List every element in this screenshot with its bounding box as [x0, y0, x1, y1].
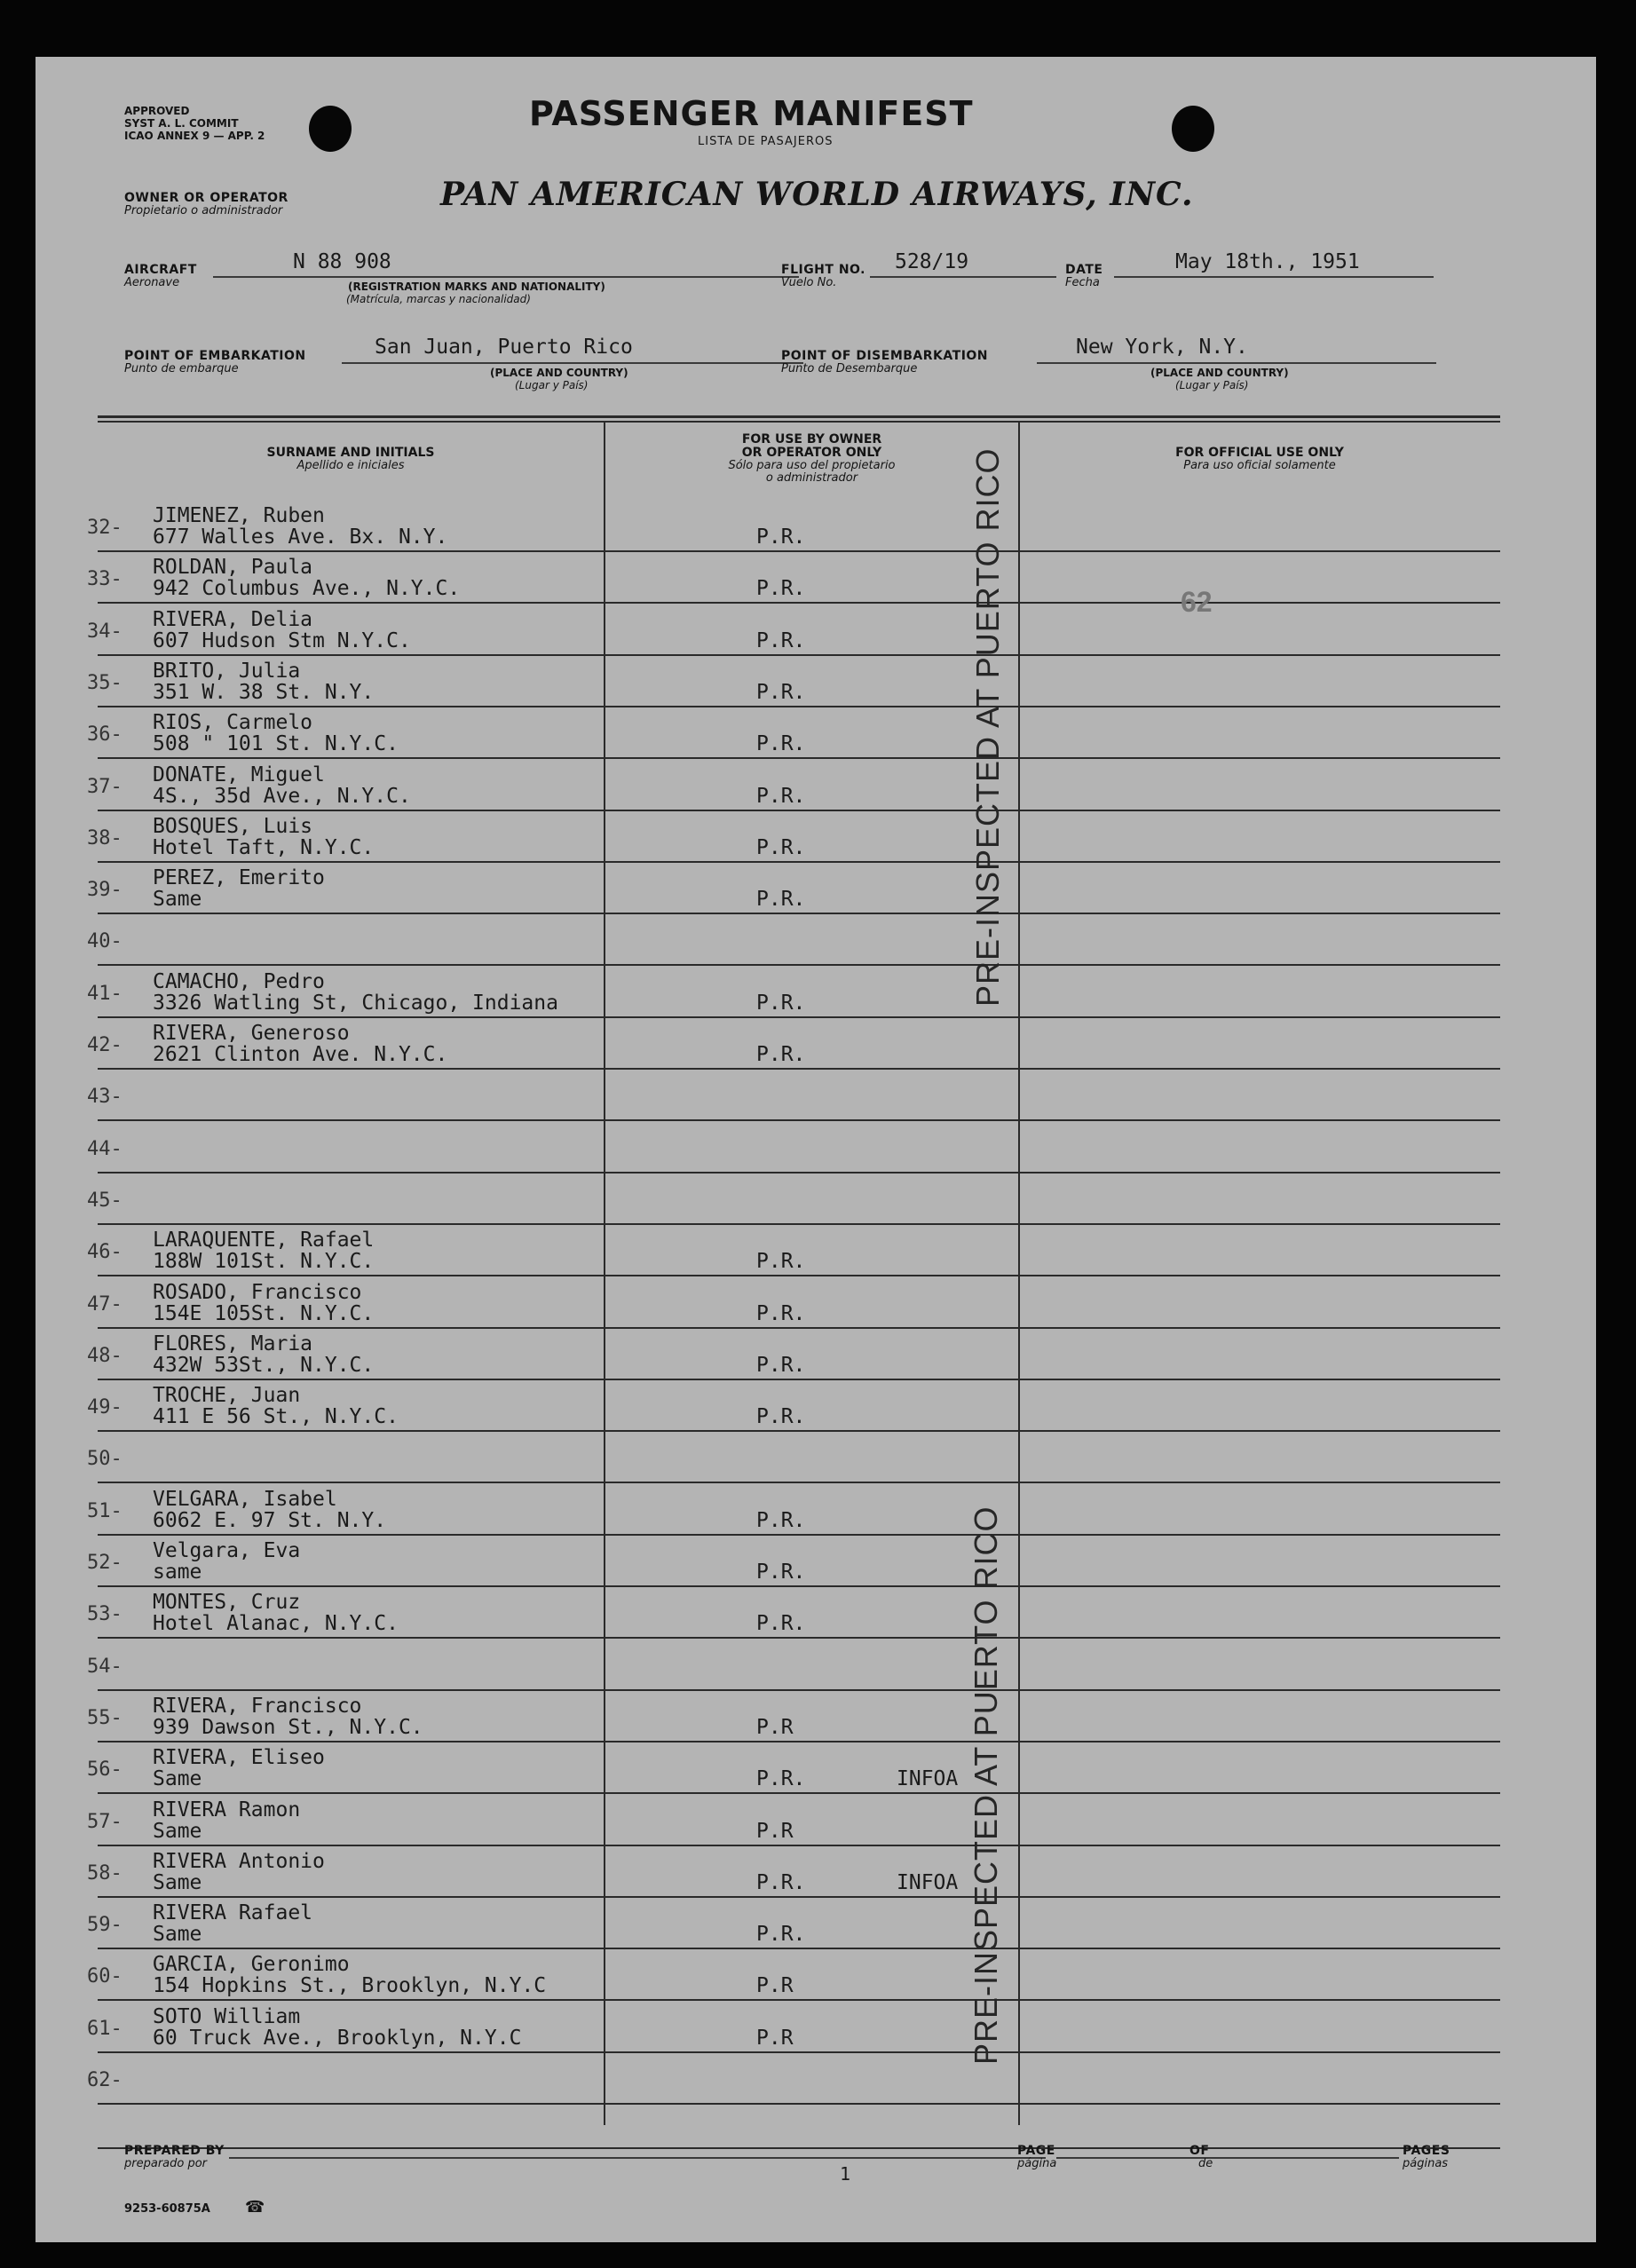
infoa-note: INFOA: [897, 1767, 959, 1790]
origin-mark: P.R: [756, 1716, 794, 1739]
passenger-name: ROSADO, Francisco: [153, 1281, 362, 1304]
passenger-name: BOSQUES, Luis: [153, 815, 313, 838]
row-number: 57-: [87, 1811, 123, 1833]
row-rule: [98, 602, 1500, 604]
row-rule: [98, 1534, 1500, 1536]
passenger-name: RIVERA Rafael: [153, 1901, 313, 1924]
disembarkation-value: New York, N.Y.: [1076, 336, 1248, 359]
row-rule: [98, 1327, 1500, 1329]
aircraft-note-es: (Matrícula, marcas y nacionalidad): [346, 293, 531, 305]
embarkation-note-es: (Lugar y País): [515, 379, 589, 391]
row-rule: [98, 706, 1500, 707]
row-number: 34-: [87, 620, 123, 643]
row-number: 51-: [87, 1500, 123, 1522]
passenger-address: Hotel Taft, N.Y.C.: [153, 836, 375, 859]
row-rule: [98, 654, 1500, 656]
flight-label: FLIGHT NO.: [781, 263, 865, 277]
row-rule: [98, 1119, 1500, 1121]
row-number: 60-: [87, 1965, 123, 1987]
approval-line-2: SYST A. L. COMMIT: [124, 117, 239, 130]
prepared-by-label-es: preparado por: [124, 2157, 208, 2170]
date-label: DATE: [1065, 263, 1103, 277]
origin-mark: P.R.: [756, 1043, 806, 1066]
passenger-name: LARAQUENTE, Rafael: [153, 1229, 375, 1252]
origin-mark: P.R.: [756, 1767, 806, 1790]
date-value: May 18th., 1951: [1175, 250, 1360, 273]
owner-label: OWNER OR OPERATOR: [124, 191, 288, 205]
row-rule: [98, 861, 1500, 863]
row-rule: [98, 1430, 1500, 1432]
official-mark: 62: [1181, 586, 1213, 618]
table-top-rule: [98, 415, 1500, 418]
row-rule: [98, 2103, 1500, 2105]
passenger-address: 3326 Watling St, Chicago, Indiana: [153, 992, 558, 1015]
of-label: OF: [1189, 2144, 1210, 2158]
row-rule: [98, 1482, 1500, 1483]
row-number: 39-: [87, 879, 123, 901]
aircraft-value: N 88 908: [293, 250, 391, 273]
origin-mark: P.R.: [756, 1405, 806, 1428]
page-subtitle: LISTA DE PASAJEROS: [698, 135, 834, 148]
embarkation-label: POINT OF EMBARKATION: [124, 349, 306, 363]
form-number: 9253-60875A: [124, 2202, 210, 2216]
prepared-by-underline: [229, 2157, 1046, 2159]
passenger-address: 351 W. 38 St. N.Y.: [153, 681, 375, 704]
passenger-address: Same: [153, 1767, 202, 1790]
passenger-address: 2621 Clinton Ave. N.Y.C.: [153, 1043, 448, 1066]
row-number: 50-: [87, 1448, 123, 1470]
row-rule: [98, 1689, 1500, 1691]
passenger-address: 942 Columbus Ave., N.Y.C.: [153, 577, 461, 600]
passenger-name: FLORES, Maria: [153, 1332, 313, 1355]
passenger-address: 154E 105St. N.Y.C.: [153, 1302, 375, 1325]
row-number: 62-: [87, 2069, 123, 2091]
col-surname-heading-es: Apellido e iniciales: [296, 459, 405, 472]
origin-mark: P.R: [756, 1974, 794, 1997]
row-number: 53-: [87, 1603, 123, 1625]
row-rule: [98, 1792, 1500, 1794]
punch-hole-right: [1172, 106, 1214, 152]
owner-label-es: Propietario o administrador: [124, 204, 283, 217]
row-number: 45-: [87, 1189, 123, 1212]
col-official-heading-es: Para uso oficial solamente: [1183, 459, 1336, 472]
row-rule: [98, 757, 1500, 759]
passenger-address: Same: [153, 1871, 202, 1894]
passenger-address: 411 E 56 St., N.Y.C.: [153, 1405, 399, 1428]
row-number: 42-: [87, 1034, 123, 1056]
date-label-es: Fecha: [1065, 276, 1100, 289]
row-number: 43-: [87, 1086, 123, 1108]
origin-mark: P.R.: [756, 1561, 806, 1584]
row-rule: [98, 1275, 1500, 1276]
origin-mark: P.R.: [756, 1509, 806, 1532]
row-number: 49-: [87, 1396, 123, 1418]
origin-mark: P.R.: [756, 1612, 806, 1635]
approval-line-1: APPROVED: [124, 105, 190, 117]
row-rule: [98, 913, 1500, 914]
embarkation-label-es: Punto de embarque: [124, 362, 239, 375]
row-rule: [98, 1068, 1500, 1070]
passenger-name: RIVERA, Generoso: [153, 1022, 350, 1045]
origin-mark: P.R.: [756, 526, 806, 549]
row-rule: [98, 2051, 1500, 2053]
origin-mark: P.R.: [756, 1250, 806, 1273]
embarkation-note: (PLACE AND COUNTRY): [490, 367, 628, 379]
aircraft-note: (REGISTRATION MARKS AND NATIONALITY): [348, 281, 605, 293]
origin-mark: P.R.: [756, 992, 806, 1015]
punch-hole-left: [309, 106, 352, 152]
row-number: 38-: [87, 827, 123, 850]
row-rule: [98, 1016, 1500, 1018]
origin-mark: P.R.: [756, 629, 806, 652]
passenger-name: TROCHE, Juan: [153, 1384, 301, 1407]
row-rule: [98, 550, 1500, 552]
row-number: 47-: [87, 1293, 123, 1316]
aircraft-label: AIRCRAFT: [124, 263, 197, 277]
passenger-address: 4S., 35d Ave., N.Y.C.: [153, 785, 411, 808]
of-underline: [1213, 2157, 1399, 2159]
passenger-name: RIVERA Antonio: [153, 1850, 325, 1873]
row-number: 32-: [87, 517, 123, 539]
passenger-name: Velgara, Eva: [153, 1539, 301, 1562]
row-number: 52-: [87, 1552, 123, 1574]
passenger-address: 432W 53St., N.Y.C.: [153, 1354, 375, 1377]
disembarkation-note-es: (Lugar y País): [1175, 379, 1249, 391]
row-number: 35-: [87, 672, 123, 694]
origin-mark: P.R.: [756, 1871, 806, 1894]
passenger-address: Same: [153, 1923, 202, 1946]
aircraft-underline: [213, 276, 799, 278]
disembarkation-label-es: Punto de Desembarque: [781, 362, 918, 375]
page-label-es: página: [1017, 2157, 1057, 2170]
col-surname-heading: SURNAME AND INITIALS: [266, 446, 435, 460]
origin-mark: P.R.: [756, 681, 806, 704]
aircraft-label-es: Aeronave: [124, 276, 180, 289]
origin-mark: P.R.: [756, 732, 806, 755]
of-label-es: de: [1198, 2157, 1213, 2170]
passenger-name: RIVERA, Eliseo: [153, 1746, 325, 1769]
pre-inspected-stamp-upper: PRE-INSPECTED AT PUERTO RICO: [969, 447, 1006, 1007]
approval-line-3: ICAO ANNEX 9 — APP. 2: [124, 130, 265, 142]
embarkation-value: San Juan, Puerto Rico: [375, 336, 633, 359]
origin-mark: P.R.: [756, 1354, 806, 1377]
row-rule: [98, 1741, 1500, 1742]
passenger-address: 508 " 101 St. N.Y.C.: [153, 732, 399, 755]
passenger-name: CAMACHO, Pedro: [153, 970, 325, 993]
handset-icon: ☎: [245, 2198, 265, 2217]
passenger-address: 6062 E. 97 St. N.Y.: [153, 1509, 387, 1532]
row-rule: [98, 1948, 1500, 1949]
col-owner-heading-es-2: o administrador: [765, 471, 858, 485]
disembarkation-underline: [1037, 362, 1436, 364]
passenger-name: PEREZ, Emerito: [153, 866, 325, 889]
passenger-name: RIVERA, Delia: [153, 608, 313, 631]
passenger-address: same: [153, 1561, 202, 1584]
row-number: 56-: [87, 1758, 123, 1781]
row-number: 41-: [87, 983, 123, 1005]
origin-mark: P.R: [756, 1820, 794, 1843]
manifest-page: [36, 57, 1596, 2242]
passenger-name: VELGARA, Isabel: [153, 1488, 337, 1511]
row-number: 33-: [87, 568, 123, 590]
row-rule: [98, 964, 1500, 966]
infoa-note: INFOA: [897, 1871, 959, 1894]
passenger-name: SOTO William: [153, 2005, 301, 2028]
row-number: 61-: [87, 2018, 123, 2040]
flight-label-es: Vuelo No.: [781, 276, 837, 289]
row-number: 48-: [87, 1345, 123, 1367]
passenger-name: RIOS, Carmelo: [153, 711, 313, 734]
row-rule: [98, 810, 1500, 811]
row-number: 54-: [87, 1656, 123, 1678]
row-rule: [98, 1637, 1500, 1639]
row-number: 55-: [87, 1707, 123, 1729]
flight-value: 528/19: [895, 250, 969, 273]
passenger-address: 188W 101St. N.Y.C.: [153, 1250, 375, 1273]
row-rule: [98, 1585, 1500, 1587]
passenger-name: ROLDAN, Paula: [153, 556, 313, 579]
col-official-heading: FOR OFFICIAL USE ONLY: [1175, 446, 1344, 460]
pages-label-es: páginas: [1403, 2157, 1449, 2170]
passenger-address: 154 Hopkins St., Brooklyn, N.Y.C: [153, 1974, 547, 1997]
passenger-address: 60 Truck Ave., Brooklyn, N.Y.C: [153, 2027, 522, 2050]
column-divider-2: [1018, 421, 1020, 2125]
row-rule: [98, 1223, 1500, 1225]
row-number: 37-: [87, 776, 123, 798]
passenger-address: Hotel Alanac, N.Y.C.: [153, 1612, 399, 1635]
col-owner-heading-1: FOR USE BY OWNER: [741, 432, 882, 446]
disembarkation-note: (PLACE AND COUNTRY): [1150, 367, 1289, 379]
passenger-name: GARCIA, Geronimo: [153, 1953, 350, 1976]
prepared-by-label: PREPARED BY: [124, 2144, 225, 2158]
passenger-name: RIVERA Ramon: [153, 1798, 301, 1822]
passenger-address: 607 Hudson Stm N.Y.C.: [153, 629, 411, 652]
row-number: 44-: [87, 1138, 123, 1160]
page-value: 1: [840, 2163, 851, 2185]
page-title: PASSENGER MANIFEST: [529, 94, 974, 133]
disembarkation-label: POINT OF DISEMBARKATION: [781, 349, 989, 363]
table-bottom-rule: [98, 2147, 1500, 2149]
origin-mark: P.R.: [756, 888, 806, 911]
company-name: PAN AMERICAN WORLD AIRWAYS, INC.: [440, 176, 1194, 213]
row-number: 36-: [87, 723, 123, 746]
passenger-name: MONTES, Cruz: [153, 1591, 301, 1614]
column-divider-1: [604, 421, 605, 2125]
passenger-address: 939 Dawson St., N.Y.C.: [153, 1716, 423, 1739]
passenger-name: JIMENEZ, Ruben: [153, 504, 325, 527]
row-number: 40-: [87, 930, 123, 952]
origin-mark: P.R.: [756, 836, 806, 859]
embarkation-underline: [342, 362, 803, 364]
passenger-name: BRITO, Julia: [153, 660, 301, 683]
row-rule: [98, 1172, 1500, 1174]
origin-mark: P.R: [756, 2027, 794, 2050]
origin-mark: P.R.: [756, 577, 806, 600]
col-owner-heading-es-1: Sólo para uso del propietario: [728, 459, 896, 472]
table-top-rule-2: [98, 421, 1500, 423]
row-rule: [98, 1845, 1500, 1846]
row-number: 46-: [87, 1241, 123, 1263]
passenger-address: Same: [153, 1820, 202, 1843]
passenger-name: DONATE, Miguel: [153, 763, 325, 786]
origin-mark: P.R.: [756, 785, 806, 808]
row-number: 58-: [87, 1862, 123, 1885]
passenger-address: Same: [153, 888, 202, 911]
row-rule: [98, 1379, 1500, 1380]
row-rule: [98, 1999, 1500, 2001]
row-rule: [98, 1896, 1500, 1898]
passenger-address: 677 Walles Ave. Bx. N.Y.: [153, 526, 448, 549]
pages-label: PAGES: [1403, 2144, 1450, 2158]
origin-mark: P.R.: [756, 1923, 806, 1946]
pre-inspected-stamp-lower: PRE-INSPECTED AT PUERTO RICO: [968, 1505, 1004, 2065]
origin-mark: P.R.: [756, 1302, 806, 1325]
page-label: PAGE: [1017, 2144, 1055, 2158]
flight-underline: [870, 276, 1056, 278]
date-underline: [1114, 276, 1434, 278]
row-number: 59-: [87, 1914, 123, 1936]
col-owner-heading-2: OR OPERATOR ONLY: [741, 446, 882, 460]
passenger-name: RIVERA, Francisco: [153, 1695, 362, 1718]
